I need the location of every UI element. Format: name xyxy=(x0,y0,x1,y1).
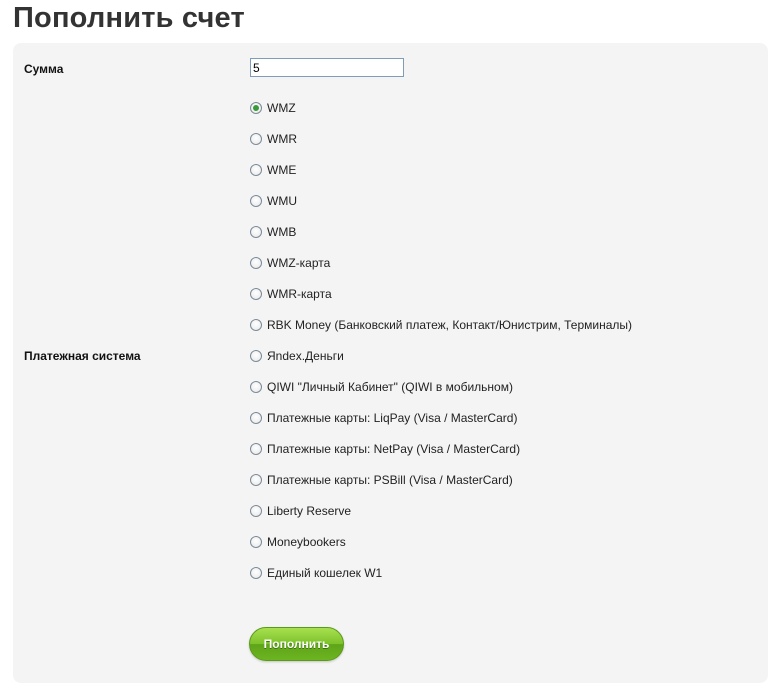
payment-option-wmr-card[interactable] xyxy=(250,286,332,302)
radio-button[interactable] xyxy=(250,443,262,455)
payment-option-wmr[interactable] xyxy=(250,131,297,147)
payment-option-wmz[interactable] xyxy=(250,100,296,116)
payment-option-liberty-reserve[interactable] xyxy=(250,503,351,519)
payment-option-label: WMZ xyxy=(267,101,296,115)
radio-button[interactable] xyxy=(250,164,262,176)
payment-form-panel xyxy=(13,43,768,683)
radio-button[interactable] xyxy=(250,381,262,393)
payment-option-label: Яndex.Деньги xyxy=(267,349,344,363)
radio-button[interactable] xyxy=(250,412,262,424)
payment-option-label: WMZ-карта xyxy=(267,256,331,270)
payment-option-wme[interactable] xyxy=(250,162,296,178)
radio-button[interactable] xyxy=(250,195,262,207)
payment-option-label: WMR xyxy=(267,132,297,146)
payment-option-label: Платежные карты: LiqPay (Visa / MasterCard) xyxy=(267,411,518,425)
payment-option-label: QIWI "Личный Кабинет" (QIWI в мобильном) xyxy=(267,380,513,394)
amount-input[interactable] xyxy=(250,58,404,77)
radio-button[interactable] xyxy=(250,133,262,145)
submit-button[interactable]: Пополнить xyxy=(249,627,344,661)
radio-button[interactable] xyxy=(250,257,262,269)
payment-system-label: Платежная система xyxy=(24,349,141,363)
payment-option-yandex-money[interactable] xyxy=(250,348,344,364)
page-title: Пополнить счет xyxy=(13,2,245,34)
radio-button[interactable] xyxy=(250,350,262,362)
payment-option-label: WMU xyxy=(267,194,297,208)
radio-button[interactable] xyxy=(250,474,262,486)
payment-option-w1-wallet[interactable] xyxy=(250,565,382,581)
radio-button[interactable] xyxy=(250,288,262,300)
radio-button[interactable] xyxy=(250,567,262,579)
radio-button[interactable] xyxy=(250,505,262,517)
payment-option-netpay[interactable] xyxy=(250,441,520,457)
payment-option-moneybookers[interactable] xyxy=(250,534,346,550)
payment-option-label: RBK Money (Банковский платеж, Контакт/Юнистрим, Терминалы) xyxy=(267,318,632,332)
payment-option-label: WME xyxy=(267,163,297,177)
payment-option-wmb[interactable] xyxy=(250,224,296,240)
payment-option-label: WMR-карта xyxy=(267,287,332,301)
payment-option-rbk-money[interactable] xyxy=(250,317,632,333)
payment-option-wmz-card[interactable] xyxy=(250,255,330,271)
payment-option-label: WMB xyxy=(267,225,297,239)
payment-option-label: Liberty Reserve xyxy=(267,504,352,518)
payment-option-label: Платежные карты: NetPay (Visa / MasterCard) xyxy=(267,442,521,456)
amount-label: Сумма xyxy=(24,62,64,76)
radio-button[interactable] xyxy=(250,536,262,548)
payment-option-qiwi[interactable] xyxy=(250,379,513,395)
payment-option-liqpay[interactable] xyxy=(250,410,517,426)
payment-option-label: Moneybookers xyxy=(267,535,346,549)
payment-option-psbill[interactable] xyxy=(250,472,513,488)
radio-button[interactable] xyxy=(250,319,262,331)
payment-option-label: Платежные карты: PSBill (Visa / MasterCard) xyxy=(267,473,513,487)
radio-button-checked[interactable] xyxy=(250,102,262,114)
payment-option-label: Единый кошелек W1 xyxy=(267,566,383,580)
payment-option-wmu[interactable] xyxy=(250,193,297,209)
radio-button[interactable] xyxy=(250,226,262,238)
